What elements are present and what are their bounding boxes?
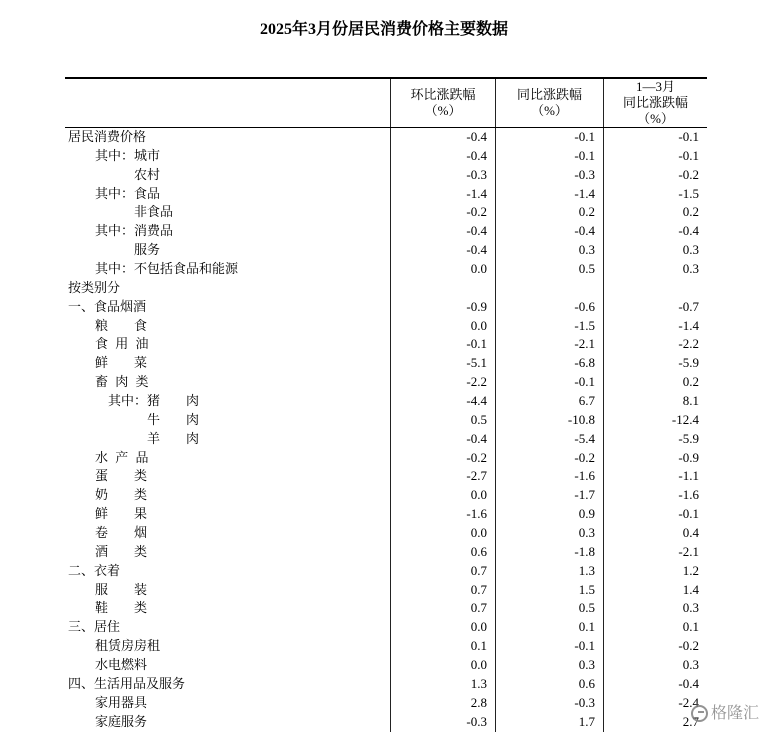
row-label: 家用器具 [95,694,148,710]
mom-value: -0.4 [390,222,495,241]
row-label: 羊 肉 [147,430,200,446]
ytd-yoy-value: -0.1 [603,505,707,524]
yoy-value: 0.5 [495,599,603,618]
mom-value: 1.3 [390,675,495,694]
row-label: 其中：食品 [95,185,161,201]
ytd-yoy-value: 0.4 [603,524,707,543]
yoy-value: 0.1 [495,618,603,637]
table-row [65,675,707,694]
table-row [65,298,707,317]
row-label: 按类别分 [68,279,121,295]
ytd-yoy-value: 0.3 [603,656,707,675]
table-row [65,618,707,637]
yoy-value: 0.2 [495,203,603,222]
ytd-yoy-value: 1.4 [603,581,707,600]
row-label: 其中：猪 肉 [108,393,200,409]
row-label: 其中：不包括食品和能源 [95,261,239,277]
row-label: 奶 类 [95,487,148,503]
mom-value: -0.4 [390,241,495,260]
mom-value: -5.1 [390,354,495,373]
table-row [65,694,707,713]
ytd-yoy-value: 0.2 [603,203,707,222]
row-label: 鲜 果 [95,506,148,522]
yoy-value: 1.3 [495,562,603,581]
header-yoy-unit: （%） [531,103,568,118]
mom-value: 0.7 [390,562,495,581]
ytd-yoy-value: -1.5 [603,185,707,204]
row-label: 服务 [134,242,161,258]
ytd-yoy-value: -0.2 [603,166,707,185]
yoy-value: -1.4 [495,185,603,204]
row-label: 畜 肉 类 [95,374,149,390]
ytd-yoy-value: -1.4 [603,317,707,336]
mom-value: 0.0 [390,656,495,675]
header-ytd-title: 同比涨跌幅 [622,95,688,110]
yoy-value: -1.7 [495,486,603,505]
ytd-yoy-value: -0.7 [603,298,707,317]
mom-value: -4.4 [390,392,495,411]
header-ytd-unit: （%） [637,111,674,126]
table-row [65,241,707,260]
mom-value: -1.4 [390,185,495,204]
yoy-value: 0.3 [495,241,603,260]
header-yoy [495,79,603,127]
table-body [65,128,707,732]
yoy-value: 6.7 [495,392,603,411]
table-row [65,411,707,430]
yoy-value: -0.1 [495,373,603,392]
row-label: 鲜 菜 [95,355,148,371]
ytd-yoy-value: -1.1 [603,467,707,486]
table-row [65,147,707,166]
yoy-value: 1.5 [495,581,603,600]
row-label: 其中：城市 [95,147,161,163]
yoy-value: -0.1 [495,637,603,656]
table-row [65,392,707,411]
row-label: 鞋 类 [95,600,148,616]
mom-value: -1.6 [390,505,495,524]
table-header [65,77,707,128]
mom-value: 0.5 [390,411,495,430]
gelonghui-logo-icon [691,705,708,722]
page-title: 2025年3月份居民消费价格主要数据 [259,21,508,38]
ytd-yoy-value: -0.4 [603,222,707,241]
mom-value: -0.2 [390,203,495,222]
row-label: 农村 [134,166,161,182]
ytd-yoy-value: -0.2 [603,637,707,656]
row-label: 服 装 [95,581,148,597]
header-yoy-title: 同比涨跌幅 [516,87,582,102]
row-label: 其中：消费品 [95,223,174,239]
ytd-yoy-value: -5.9 [603,430,707,449]
row-label: 蛋 类 [95,468,148,484]
mom-value: -0.3 [390,713,495,732]
yoy-value: -0.3 [495,694,603,713]
table-row [65,203,707,222]
table-row [65,713,707,732]
ytd-yoy-value: 0.1 [603,618,707,637]
yoy-value: -1.6 [495,467,603,486]
yoy-value: -0.2 [495,449,603,468]
table-row [65,317,707,336]
row-label: 居民消费价格 [68,129,147,144]
yoy-value: 1.7 [495,713,603,732]
table-row [65,524,707,543]
row-label: 牛 肉 [147,411,200,427]
table-row [65,599,707,618]
header-mom-title: 环比涨跌幅 [410,87,476,102]
watermark-text: 格隆汇 [711,703,760,722]
mom-value: -0.1 [390,335,495,354]
ytd-yoy-value: -0.9 [603,449,707,468]
row-label: 水 产 品 [95,449,149,465]
ytd-yoy-value [603,279,707,298]
row-label: 食 用 油 [95,336,149,352]
table-row [65,543,707,562]
table-row [65,335,707,354]
ytd-yoy-value: 8.1 [603,392,707,411]
row-label: 酒 类 [95,543,148,559]
table-row [65,373,707,392]
ytd-yoy-value: -0.1 [603,147,707,166]
table-row [65,222,707,241]
yoy-value: -5.4 [495,430,603,449]
table-row [65,467,707,486]
yoy-value: 0.3 [495,524,603,543]
yoy-value: 0.9 [495,505,603,524]
mom-value: -0.2 [390,449,495,468]
table-row [65,562,707,581]
header-mom [390,79,495,127]
row-label: 粮 食 [95,317,148,333]
ytd-yoy-value: -5.9 [603,354,707,373]
row-label: 四、生活用品及服务 [68,675,186,691]
row-label: 租赁房房租 [95,638,161,654]
yoy-value: 0.5 [495,260,603,279]
mom-value: 0.0 [390,618,495,637]
mom-value: 0.7 [390,599,495,618]
ytd-yoy-value: 2.7 [603,713,707,732]
ytd-yoy-value: -2.4 [603,694,707,713]
ytd-yoy-value: -1.6 [603,486,707,505]
mom-value: -0.4 [390,430,495,449]
ytd-yoy-value: -12.4 [603,411,707,430]
table-row [65,486,707,505]
row-label: 二、衣着 [68,562,121,578]
mom-value: -2.2 [390,373,495,392]
ytd-yoy-value: 1.2 [603,562,707,581]
mom-value: 0.0 [390,524,495,543]
table-row [65,354,707,373]
mom-value: -0.9 [390,298,495,317]
watermark [691,703,759,723]
yoy-value: -0.4 [495,222,603,241]
table-row [65,260,707,279]
row-label: 卷 烟 [95,525,148,541]
table-row [65,128,707,147]
table-row [65,185,707,204]
header-ytd-period: 1—3月 [635,79,675,94]
table-row [65,581,707,600]
mom-value: 0.0 [390,486,495,505]
table-row [65,656,707,675]
mom-value: 0.0 [390,260,495,279]
yoy-value: 0.6 [495,675,603,694]
table-row [65,449,707,468]
mom-value: -0.4 [390,147,495,166]
row-label: 家庭服务 [95,713,148,729]
yoy-value: -1.8 [495,543,603,562]
table-row [65,637,707,656]
mom-value: -0.4 [390,128,495,147]
yoy-value: -0.3 [495,166,603,185]
yoy-value: 0.3 [495,656,603,675]
header-label-column [65,79,390,127]
ytd-yoy-value: 0.3 [603,260,707,279]
ytd-yoy-value: 0.2 [603,373,707,392]
row-label: 一、食品烟酒 [68,298,147,314]
table-row [65,166,707,185]
row-label: 水电燃料 [95,657,148,673]
ytd-yoy-value: -2.1 [603,543,707,562]
ytd-yoy-value: 0.3 [603,241,707,260]
mom-value: -2.7 [390,467,495,486]
yoy-value [495,279,603,298]
ytd-yoy-value: 0.3 [603,599,707,618]
ytd-yoy-value: -0.4 [603,675,707,694]
mom-value: -0.3 [390,166,495,185]
mom-value: 0.1 [390,637,495,656]
mom-value: 0.0 [390,317,495,336]
yoy-value: -6.8 [495,354,603,373]
yoy-value: -2.1 [495,335,603,354]
yoy-value: -0.1 [495,147,603,166]
ytd-yoy-value: -2.2 [603,335,707,354]
header-mom-unit: （%） [424,103,462,118]
mom-value [390,279,495,298]
yoy-value: -0.1 [495,128,603,147]
row-label: 三、居住 [68,619,121,635]
table-row [65,505,707,524]
header-ytd [603,79,707,127]
mom-value: 0.6 [390,543,495,562]
cpi-table [65,77,707,732]
mom-value: 0.7 [390,581,495,600]
row-label: 非食品 [134,204,174,220]
ytd-yoy-value: -0.1 [603,128,707,147]
yoy-value: -0.6 [495,298,603,317]
table-row [65,430,707,449]
yoy-value: -10.8 [495,411,603,430]
yoy-value: -1.5 [495,317,603,336]
mom-value: 2.8 [390,694,495,713]
table-row [65,279,707,298]
